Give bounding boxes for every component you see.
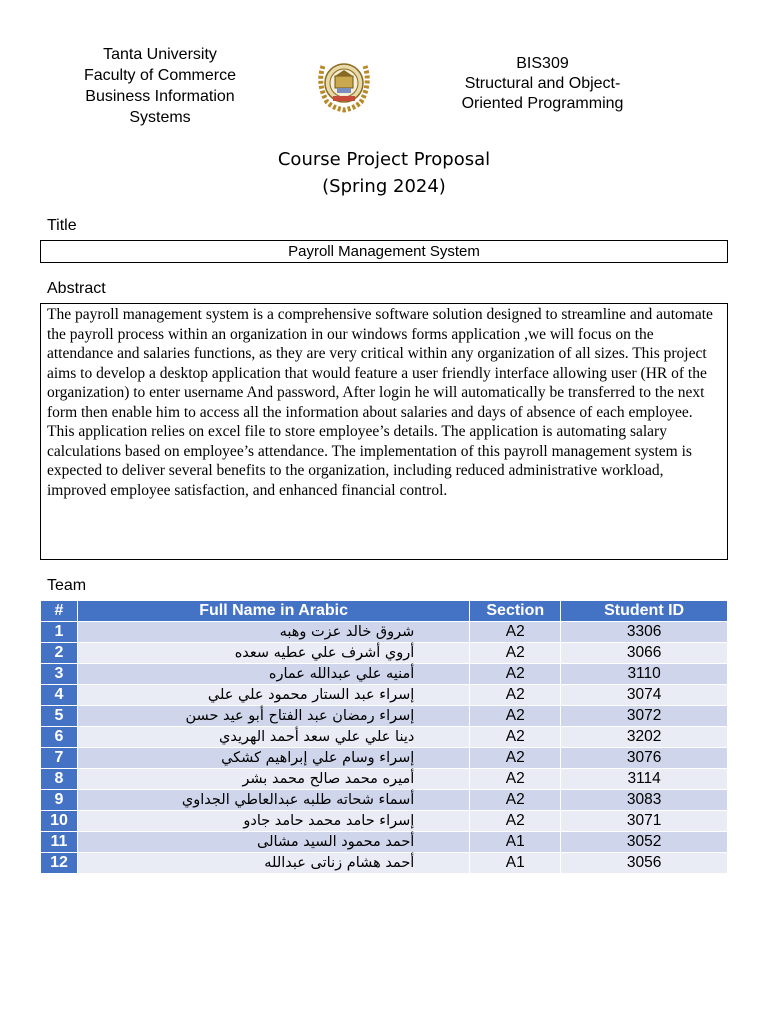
row-number: 11 (41, 832, 78, 853)
student-section: A2 (470, 748, 561, 769)
course-name-line2: Oriented Programming (461, 95, 624, 112)
student-section: A2 (470, 769, 561, 790)
table-row (41, 811, 728, 832)
row-number: 12 (41, 853, 78, 874)
row-number: 10 (41, 811, 78, 832)
column-header-number: # (41, 601, 78, 622)
row-number: 1 (41, 622, 78, 643)
student-id: 3202 (561, 727, 728, 748)
student-id: 3083 (561, 790, 728, 811)
student-id: 3076 (561, 748, 728, 769)
row-number: 5 (41, 706, 78, 727)
student-id: 3306 (561, 622, 728, 643)
document-term: (Spring 2024) (322, 176, 446, 197)
table-row (41, 706, 728, 727)
column-header-name: Full Name in Arabic (77, 601, 469, 622)
student-name: أميره محمد صالح محمد بشر (77, 769, 469, 790)
table-row (41, 832, 728, 853)
student-id: 3072 (561, 706, 728, 727)
row-number: 7 (41, 748, 78, 769)
row-number: 2 (41, 643, 78, 664)
table-row (41, 685, 728, 706)
student-name: دينا علي علي سعد أحمد الهريدي (77, 727, 469, 748)
student-name: إسراء وسام علي إبراهيم كشكي (77, 748, 469, 769)
university-name: Tanta University (103, 46, 217, 63)
team-table-header (41, 601, 728, 622)
student-id: 3056 (561, 853, 728, 874)
table-row (41, 643, 728, 664)
department-name-line1: Business Information (85, 88, 235, 105)
student-id: 3114 (561, 769, 728, 790)
student-name: إسراء عبد الستار محمود علي علي (77, 685, 469, 706)
project-title-box: Payroll Management System (40, 240, 728, 263)
student-name: أروي أشرف علي عطيه سعده (77, 643, 469, 664)
student-name: إسراء حامد محمد حامد جادو (77, 811, 469, 832)
course-name-line1: Structural and Object- (464, 75, 621, 92)
abstract-label: Abstract (47, 280, 106, 297)
department-name-line2: Systems (129, 109, 191, 126)
course-header (440, 54, 645, 114)
university-logo (313, 52, 375, 114)
row-number: 6 (41, 727, 78, 748)
table-row (41, 853, 728, 874)
row-number: 3 (41, 664, 78, 685)
student-id: 3074 (561, 685, 728, 706)
course-code: BIS309 (516, 55, 569, 72)
table-row (41, 790, 728, 811)
table-row (41, 664, 728, 685)
abstract-box (40, 303, 728, 560)
student-section: A2 (470, 706, 561, 727)
row-number: 8 (41, 769, 78, 790)
row-number: 9 (41, 790, 78, 811)
table-row (41, 748, 728, 769)
abstract-paragraph: The payroll management system is a comprehensive software solution designed to streamline and automate the payroll process within an organization in our windows forms application ,we will focus on the attendance and salaries functions, as they are very critical within any organization of all sizes. This project aims to develop a desktop application that would feature a user friendly interface allowing user (HR of the organization) to enter username And password, After login he will automatically be transferred to the next form then enable him to access all the information about salaries and days of absence of each employee. (47, 306, 713, 421)
team-table (40, 600, 728, 874)
table-row (41, 727, 728, 748)
table-row (41, 769, 728, 790)
column-header-section: Section (470, 601, 561, 622)
university-header (60, 44, 260, 128)
student-section: A2 (470, 727, 561, 748)
row-number: 4 (41, 685, 78, 706)
student-id: 3071 (561, 811, 728, 832)
student-section: A2 (470, 811, 561, 832)
student-section: A1 (470, 853, 561, 874)
student-name: أحمد محمود السيد مشالى (77, 832, 469, 853)
document-title: Course Project Proposal (277, 149, 491, 170)
student-section: A2 (470, 685, 561, 706)
student-section: A2 (470, 790, 561, 811)
student-section: A2 (470, 622, 561, 643)
title-label: Title (47, 217, 77, 234)
student-name: أسماء شحاته طلبه عبدالعاطي الجداوي (77, 790, 469, 811)
abstract-paragraph: This application relies on excel file to store employee’s details. The application is automating salary calculations based on employee’s attendance. The implementation of this payroll management system is expected to deliver several benefits to the organization, including reduced administrative workload, improved employee satisfaction, and enhanced financial control. (47, 423, 692, 499)
student-section: A2 (470, 664, 561, 685)
faculty-name: Faculty of Commerce (83, 67, 237, 84)
student-name: أحمد هشام زناتى عبدالله (77, 853, 469, 874)
student-name: شروق خالد عزت وهبه (77, 622, 469, 643)
column-header-student-id: Student ID (561, 601, 728, 622)
student-id: 3110 (561, 664, 728, 685)
student-section: A1 (470, 832, 561, 853)
student-name: أمنيه علي عبدالله عماره (77, 664, 469, 685)
table-row (41, 622, 728, 643)
student-section: A2 (470, 643, 561, 664)
student-id: 3066 (561, 643, 728, 664)
team-label: Team (47, 577, 87, 594)
student-name: إسراء رمضان عبد الفتاح أبو عيد حسن (77, 706, 469, 727)
student-id: 3052 (561, 832, 728, 853)
